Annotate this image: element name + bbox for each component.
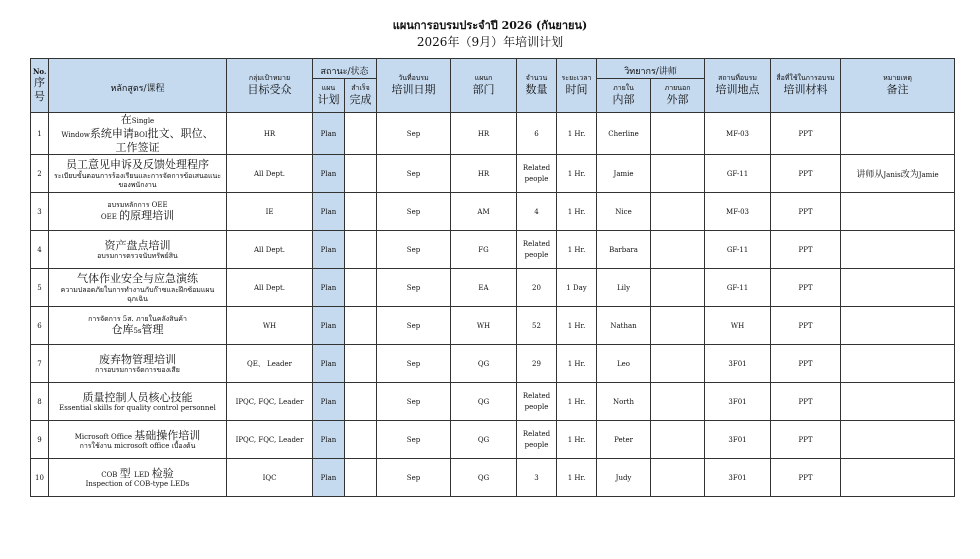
row-course: 员工意见申诉及反馈处理程序 ระเบียบขั้นตอนการร้องเรียนและการจัดการข้อเสนอแนะ ของพนักงาน bbox=[49, 155, 227, 193]
row-dept: EA bbox=[451, 269, 517, 307]
row-course: COB 型 LED 检验 Inspection of COB-type LEDs bbox=[49, 459, 227, 497]
row-remark bbox=[841, 307, 955, 345]
row-dept: QG bbox=[451, 345, 517, 383]
row-time: 1 Hr. bbox=[557, 113, 597, 155]
row-target: All Dept. bbox=[227, 231, 313, 269]
row-plan-status: Plan bbox=[313, 345, 345, 383]
row-course: Microsoft Office 基础操作培训 การใช้งาน microsoft office เบื้องต้น bbox=[49, 421, 227, 459]
row-time: 1 Hr. bbox=[557, 193, 597, 231]
row-course: 在Single Window系统申请BOI批文、职位、 工作签证 bbox=[49, 113, 227, 155]
table-body bbox=[31, 113, 955, 497]
row-plan-status: Plan bbox=[313, 269, 345, 307]
row-remark bbox=[841, 113, 955, 155]
row-dept: QG bbox=[451, 459, 517, 497]
row-no: 5 bbox=[31, 269, 49, 307]
row-external-trainer bbox=[651, 383, 705, 421]
row-date: Sep bbox=[377, 345, 451, 383]
row-external-trainer bbox=[651, 269, 705, 307]
header-material: สื่อที่ใช้ในการอบรม 培训材料 bbox=[771, 59, 841, 113]
row-external-trainer bbox=[651, 193, 705, 231]
row-material: PPT bbox=[771, 193, 841, 231]
row-remark bbox=[841, 345, 955, 383]
table-row bbox=[31, 193, 955, 231]
row-location: 3F01 bbox=[705, 383, 771, 421]
row-plan-status: Plan bbox=[313, 155, 345, 193]
row-qty: 4 bbox=[517, 193, 557, 231]
header-date: วันที่อบรม 培训日期 bbox=[377, 59, 451, 113]
header-qty: จำนวน 数量 bbox=[517, 59, 557, 113]
row-time: 1 Hr. bbox=[557, 155, 597, 193]
table-row bbox=[31, 231, 955, 269]
row-date: Sep bbox=[377, 269, 451, 307]
row-internal-trainer: Peter bbox=[597, 421, 651, 459]
row-material: PPT bbox=[771, 269, 841, 307]
row-done-status bbox=[345, 269, 377, 307]
row-external-trainer bbox=[651, 155, 705, 193]
row-external-trainer bbox=[651, 231, 705, 269]
row-plan-status: Plan bbox=[313, 231, 345, 269]
row-done-status bbox=[345, 345, 377, 383]
row-dept: QG bbox=[451, 383, 517, 421]
row-internal-trainer: Judy bbox=[597, 459, 651, 497]
table-header bbox=[31, 59, 955, 113]
row-material: PPT bbox=[771, 155, 841, 193]
header-internal: ภายใน 内部 bbox=[597, 79, 651, 113]
row-target: IQC bbox=[227, 459, 313, 497]
row-qty: 3 bbox=[517, 459, 557, 497]
row-internal-trainer: Nice bbox=[597, 193, 651, 231]
table-row bbox=[31, 383, 955, 421]
row-date: Sep bbox=[377, 155, 451, 193]
row-date: Sep bbox=[377, 307, 451, 345]
row-remark: 讲师从Janis改为Jamie bbox=[841, 155, 955, 193]
row-done-status bbox=[345, 383, 377, 421]
row-date: Sep bbox=[377, 231, 451, 269]
row-course: 废弃物管理培训 การอบรมการจัดการของเสีย bbox=[49, 345, 227, 383]
row-date: Sep bbox=[377, 421, 451, 459]
row-time: 1 Hr. bbox=[557, 345, 597, 383]
row-dept: FG bbox=[451, 231, 517, 269]
row-internal-trainer: Leo bbox=[597, 345, 651, 383]
row-no: 3 bbox=[31, 193, 49, 231]
row-remark bbox=[841, 383, 955, 421]
row-qty: 6 bbox=[517, 113, 557, 155]
header-dept: แผนก 部门 bbox=[451, 59, 517, 113]
row-qty: Related people bbox=[517, 383, 557, 421]
row-plan-status: Plan bbox=[313, 459, 345, 497]
header-trainer-group: วิทยากร/讲师 bbox=[597, 59, 705, 79]
row-dept: AM bbox=[451, 193, 517, 231]
row-location: GF-11 bbox=[705, 269, 771, 307]
row-material: PPT bbox=[771, 231, 841, 269]
title-chinese: 2026年（9月）年培训计划 bbox=[416, 35, 564, 49]
row-qty: 20 bbox=[517, 269, 557, 307]
table-row bbox=[31, 459, 955, 497]
header-target: กลุ่มเป้าหมาย 目标受众 bbox=[227, 59, 313, 113]
row-target: All Dept. bbox=[227, 269, 313, 307]
row-qty: Related people bbox=[517, 421, 557, 459]
row-location: MF-03 bbox=[705, 193, 771, 231]
row-internal-trainer: Barbara bbox=[597, 231, 651, 269]
row-done-status bbox=[345, 113, 377, 155]
row-target: IE bbox=[227, 193, 313, 231]
row-date: Sep bbox=[377, 459, 451, 497]
row-course: อบรมหลักการ OEE OEE 的原理培训 bbox=[49, 193, 227, 231]
row-external-trainer bbox=[651, 345, 705, 383]
row-internal-trainer: North bbox=[597, 383, 651, 421]
row-internal-trainer: Cherline bbox=[597, 113, 651, 155]
row-date: Sep bbox=[377, 193, 451, 231]
header-external: ภายนอก 外部 bbox=[651, 79, 705, 113]
row-material: PPT bbox=[771, 307, 841, 345]
row-no: 1 bbox=[31, 113, 49, 155]
row-remark bbox=[841, 231, 955, 269]
row-target: WH bbox=[227, 307, 313, 345]
table-row bbox=[31, 345, 955, 383]
row-course: 质量控制人员核心技能 Essential skills for quality control personnel bbox=[49, 383, 227, 421]
row-plan-status: Plan bbox=[313, 193, 345, 231]
table-row bbox=[31, 421, 955, 459]
row-qty: Related people bbox=[517, 231, 557, 269]
row-material: PPT bbox=[771, 421, 841, 459]
row-no: 2 bbox=[31, 155, 49, 193]
row-location: GF-11 bbox=[705, 155, 771, 193]
header-status-group: สถานะ/状态 bbox=[313, 59, 377, 79]
row-course: การจัดการ 5ส. ภายในคลังสินค้า 仓库5s管理 bbox=[49, 307, 227, 345]
row-remark bbox=[841, 269, 955, 307]
row-location: 3F01 bbox=[705, 459, 771, 497]
row-no: 10 bbox=[31, 459, 49, 497]
training-plan-table bbox=[30, 58, 955, 497]
row-external-trainer bbox=[651, 421, 705, 459]
header-location: สถานที่อบรม 培训地点 bbox=[705, 59, 771, 113]
header-time: ระยะเวลา 时间 bbox=[557, 59, 597, 113]
header-done: สำเร็จ 完成 bbox=[345, 79, 377, 113]
row-remark bbox=[841, 421, 955, 459]
row-date: Sep bbox=[377, 383, 451, 421]
row-remark bbox=[841, 459, 955, 497]
row-done-status bbox=[345, 307, 377, 345]
row-course: 气体作业安全与应急演练 ความปลอดภัยในการทำงานกับก๊าซและฝึกซ้อมแผน ฉุกเฉิน bbox=[49, 269, 227, 307]
row-dept: QG bbox=[451, 421, 517, 459]
row-date: Sep bbox=[377, 113, 451, 155]
table-row bbox=[31, 155, 955, 193]
row-dept: HR bbox=[451, 113, 517, 155]
row-dept: WH bbox=[451, 307, 517, 345]
table-row bbox=[31, 269, 955, 307]
row-time: 1 Day bbox=[557, 269, 597, 307]
row-target: QE、 Leader bbox=[227, 345, 313, 383]
row-no: 7 bbox=[31, 345, 49, 383]
row-qty: 52 bbox=[517, 307, 557, 345]
row-time: 1 Hr. bbox=[557, 231, 597, 269]
row-external-trainer bbox=[651, 459, 705, 497]
row-location: WH bbox=[705, 307, 771, 345]
row-no: 8 bbox=[31, 383, 49, 421]
document-header bbox=[0, 0, 980, 51]
row-no: 4 bbox=[31, 231, 49, 269]
row-time: 1 Hr. bbox=[557, 307, 597, 345]
row-course: 资产盘点培训 อบรมการตรวจนับทรัพย์สิน bbox=[49, 231, 227, 269]
row-location: 3F01 bbox=[705, 345, 771, 383]
row-time: 1 Hr. bbox=[557, 383, 597, 421]
row-plan-status: Plan bbox=[313, 307, 345, 345]
row-material: PPT bbox=[771, 459, 841, 497]
header-plan: แผน 计划 bbox=[313, 79, 345, 113]
row-material: PPT bbox=[771, 113, 841, 155]
row-plan-status: Plan bbox=[313, 421, 345, 459]
title-thai: แผนการอบรมประจำปี 2026 (กันยายน) bbox=[392, 19, 588, 32]
row-target: HR bbox=[227, 113, 313, 155]
row-location: MF-03 bbox=[705, 113, 771, 155]
row-done-status bbox=[345, 231, 377, 269]
row-no: 9 bbox=[31, 421, 49, 459]
row-external-trainer bbox=[651, 307, 705, 345]
row-no: 6 bbox=[31, 307, 49, 345]
row-target: IPQC, FQC, Leader bbox=[227, 421, 313, 459]
row-qty: 29 bbox=[517, 345, 557, 383]
row-internal-trainer: Jamie bbox=[597, 155, 651, 193]
row-done-status bbox=[345, 155, 377, 193]
table-row bbox=[31, 113, 955, 155]
row-plan-status: Plan bbox=[313, 383, 345, 421]
table-row bbox=[31, 307, 955, 345]
row-target: IPQC, FQC, Leader bbox=[227, 383, 313, 421]
row-time: 1 Hr. bbox=[557, 421, 597, 459]
row-qty: Related people bbox=[517, 155, 557, 193]
header-remark: หมายเหตุ 备注 bbox=[841, 59, 955, 113]
row-target: All Dept. bbox=[227, 155, 313, 193]
row-location: GF-11 bbox=[705, 231, 771, 269]
row-internal-trainer: Lily bbox=[597, 269, 651, 307]
header-no: No. 序号 bbox=[31, 59, 49, 113]
row-plan-status: Plan bbox=[313, 113, 345, 155]
row-dept: HR bbox=[451, 155, 517, 193]
row-material: PPT bbox=[771, 345, 841, 383]
row-material: PPT bbox=[771, 383, 841, 421]
row-time: 1 Hr. bbox=[557, 459, 597, 497]
row-external-trainer bbox=[651, 113, 705, 155]
row-remark bbox=[841, 193, 955, 231]
row-location: 3F01 bbox=[705, 421, 771, 459]
row-done-status bbox=[345, 193, 377, 231]
row-done-status bbox=[345, 421, 377, 459]
row-done-status bbox=[345, 459, 377, 497]
row-internal-trainer: Nathan bbox=[597, 307, 651, 345]
header-course: หลักสูตร/课程 bbox=[49, 59, 227, 113]
